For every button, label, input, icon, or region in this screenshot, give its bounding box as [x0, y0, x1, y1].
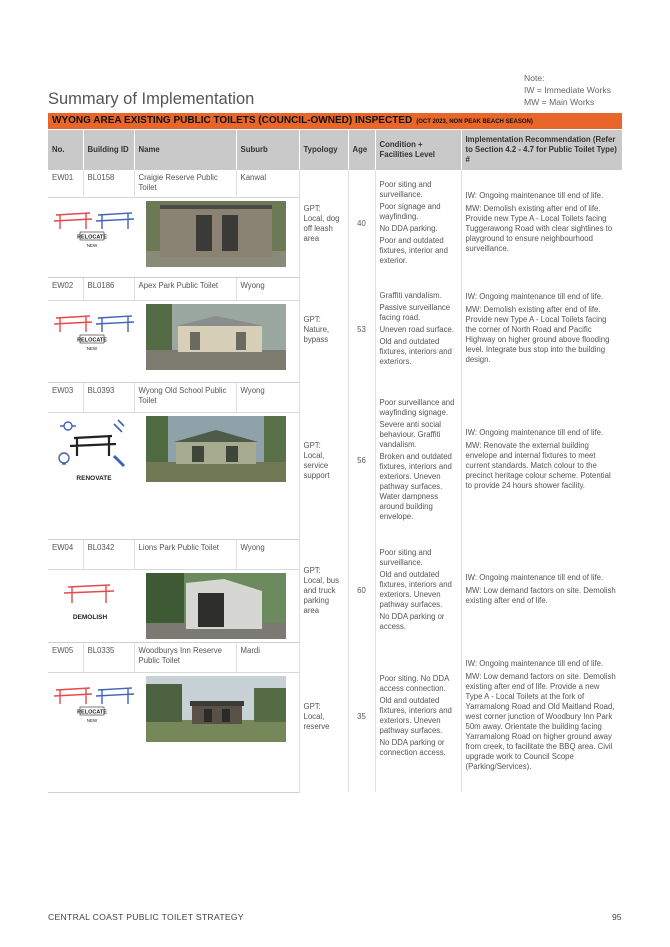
header-typology: Typology — [299, 130, 348, 170]
table-row — [48, 170, 622, 197]
icon-label: RELOCATE — [77, 234, 107, 240]
cell-photo — [134, 197, 299, 277]
cell-no: EW01 — [48, 170, 83, 197]
recommendation-item: IW: Ongoing maintenance till end of life. — [465, 572, 604, 582]
header-suburb: Suburb — [236, 130, 299, 170]
icon-label: RELOCATE — [77, 709, 107, 715]
cell-action-icon — [48, 672, 134, 792]
cell-no: EW02 — [48, 277, 83, 300]
condition-item: Poor siting. No DDA access connection. — [379, 674, 449, 693]
recommendation-item: MW: Renovate the external building envelope and internal fixtures to meet current standards. Match colour to the precinct heritage colour scheme. Potential to provide 24 hours shower facility. — [465, 440, 611, 490]
cell-name: Wyong Old School Public Toilet — [134, 382, 236, 412]
table-header-row — [48, 130, 622, 170]
icon-label: RELOCATE — [77, 337, 107, 343]
renovate-icon — [52, 416, 136, 486]
note-iw: IW = Immediate Works — [524, 85, 611, 95]
page-title: Summary of Implementation — [48, 90, 255, 108]
toilet-photo — [146, 676, 286, 742]
cell-suburb: Wyong — [236, 277, 299, 300]
footer-title: CENTRAL COAST PUBLIC TOILET STRATEGY — [48, 912, 244, 922]
cell-condition — [375, 642, 461, 792]
cell-building-id: BL0335 — [83, 642, 134, 672]
cell-name: Lions Park Public Toilet — [134, 539, 236, 569]
cell-typology: GPT: Local, reserve — [299, 642, 348, 792]
implementation-table — [48, 130, 623, 793]
icon-label: RENOVATE — [76, 474, 112, 482]
condition-item: Uneven road surface. — [379, 324, 455, 334]
condition-item: No DDA parking or access. — [379, 611, 445, 631]
toilet-photo — [146, 573, 286, 639]
table-row — [48, 277, 622, 300]
cell-age: 53 — [348, 277, 375, 382]
header-no: No. — [48, 130, 83, 170]
table-row — [48, 539, 622, 569]
condition-item: Old and outdated fixtures, interiors and exteriors. Uneven pathway surfaces. — [379, 696, 452, 735]
icon-label: DEMOLISH — [72, 613, 108, 621]
icon-sublabel: NEW — [86, 345, 98, 351]
cell-building-id: BL0158 — [83, 170, 134, 197]
cell-building-id: BL0342 — [83, 539, 134, 569]
relocate-icon — [52, 201, 136, 251]
table-row — [48, 382, 622, 412]
recommendation-item: MW: Low demand factors on site. Demolish existing after end of life. Provide a new Type A - Local Toilets at the fork of Yarramalong Road and Old Maitland Road, west corner junction of Woodbury Inn Park 50m away. Orientate the building facing Yarramalong Road on higher ground away from creek, to facilitate the BBQ area. Civil upgrade work to Council Scope (Parking/Services). — [465, 672, 616, 771]
cell-suburb: Wyong — [236, 382, 299, 412]
cell-no: EW05 — [48, 642, 83, 672]
recommendation-item: IW: Ongoing maintenance till end of life. — [465, 190, 604, 200]
header-name: Name — [134, 130, 236, 170]
cell-photo — [134, 569, 299, 642]
demolish-icon — [52, 573, 136, 623]
section-banner — [48, 113, 622, 129]
cell-condition — [375, 170, 461, 277]
cell-condition — [375, 277, 461, 382]
condition-item: Poor signage and wayfinding. — [379, 201, 441, 221]
cell-age: 60 — [348, 539, 375, 642]
cell-recommendation — [461, 170, 622, 277]
legend-note — [524, 72, 611, 108]
recommendation-item: MW: Demolish existing after end of life. Provide new Type A - Local Toilets facing the corner of North Road and Pacific Highway on higher ground above flooding level. Integrate bus stop into the building design. — [465, 304, 610, 364]
cell-age: 56 — [348, 382, 375, 539]
cell-recommendation — [461, 382, 622, 539]
header-condition: Condition + Facilities Level — [375, 130, 461, 170]
cell-photo — [134, 672, 299, 792]
toilet-photo — [146, 201, 286, 267]
cell-no: EW04 — [48, 539, 83, 569]
cell-action-icon — [48, 197, 134, 277]
banner-title: WYONG AREA EXISTING PUBLIC TOILETS (COUNCIL-OWNED) INSPECTED — [52, 115, 413, 126]
cell-suburb: Wyong — [236, 539, 299, 569]
condition-item: Graffiti vandalism. — [379, 290, 442, 300]
icon-sublabel: NEW — [86, 242, 98, 248]
cell-name: Craigie Reserve Public Toilet — [134, 170, 236, 197]
cell-condition — [375, 382, 461, 539]
condition-item: No DDA parking. — [379, 223, 438, 233]
recommendation-item: IW: Ongoing maintenance till end of life. — [465, 291, 604, 301]
condition-item: Poor siting and surveillance. — [379, 547, 432, 567]
recommendation-item: IW: Ongoing maintenance till end of life. — [465, 659, 604, 668]
condition-item: Passive surveillance facing road. — [379, 302, 451, 322]
cell-action-icon — [48, 300, 134, 382]
cell-action-icon — [48, 569, 134, 642]
condition-item: Broken and outdated fixtures, interiors and exteriors. Uneven pathway surfaces. Water dampness around building envelope. — [379, 451, 452, 521]
toilet-photo — [146, 304, 286, 370]
table-row — [48, 642, 622, 672]
cell-suburb: Kanwal — [236, 170, 299, 197]
header-building-id: Building ID — [83, 130, 134, 170]
cell-typology: GPT: Local, service support — [299, 382, 348, 539]
condition-item: Poor siting and surveillance. — [379, 179, 432, 199]
banner-subtitle: (OCT 2023, NON PEAK BEACH SEASON) — [416, 119, 533, 125]
cell-building-id: BL0186 — [83, 277, 134, 300]
cell-no: EW03 — [48, 382, 83, 412]
cell-photo — [134, 412, 299, 539]
cell-typology: GPT: Nature, bypass — [299, 277, 348, 382]
page-number: 95 — [612, 912, 622, 922]
cell-age: 40 — [348, 170, 375, 277]
condition-item: Old and outdated fixtures, interiors and exteriors. Uneven pathway surfaces. — [379, 569, 452, 609]
cell-typology: GPT: Local, dog off leash area — [299, 170, 348, 277]
toilet-photo — [146, 416, 286, 482]
condition-item: Severe anti social behaviour. Graffiti vandalism. — [379, 419, 442, 449]
header-recommendation: Implementation Recommendation (Refer to Section 4.2 - 4.7 for Public Toilet Type) # — [461, 130, 622, 170]
cell-action-icon — [48, 412, 134, 539]
condition-item: Poor and outdated fixtures, interior and exterior. — [379, 235, 448, 265]
recommendation-item: MW: Low demand factors on site. Demolish existing after end of life. — [465, 585, 616, 605]
cell-name: Apex Park Public Toilet — [134, 277, 236, 300]
cell-photo — [134, 300, 299, 382]
cell-condition — [375, 539, 461, 642]
cell-name: Woodburys Inn Reserve Public Toilet — [134, 642, 236, 672]
recommendation-item: IW: Ongoing maintenance till end of life. — [465, 427, 604, 437]
cell-suburb: Mardi — [236, 642, 299, 672]
cell-recommendation — [461, 642, 622, 792]
recommendation-item: MW: Demolish existing after end of life. Provide new Type A - Local Toilets facing Tuggerawong Road with clear sightlines to playground to ensure neighbourhood surveillance. — [465, 203, 613, 253]
condition-item: Poor surveillance and wayfinding signage. — [379, 397, 455, 417]
cell-recommendation — [461, 277, 622, 382]
note-mw: MW = Main Works — [524, 97, 595, 107]
cell-typology: GPT: Local, bus and truck parking area — [299, 539, 348, 642]
cell-recommendation — [461, 539, 622, 642]
cell-building-id: BL0393 — [83, 382, 134, 412]
header-age: Age — [348, 130, 375, 170]
relocate-icon — [52, 676, 136, 726]
note-heading: Note: — [524, 73, 545, 83]
condition-item: Old and outdated fixtures, interiors and exteriors. — [379, 336, 452, 366]
cell-age: 35 — [348, 642, 375, 792]
condition-item: No DDA parking or connection access. — [379, 738, 446, 757]
relocate-icon — [52, 304, 136, 354]
icon-sublabel: NEW — [86, 717, 98, 723]
